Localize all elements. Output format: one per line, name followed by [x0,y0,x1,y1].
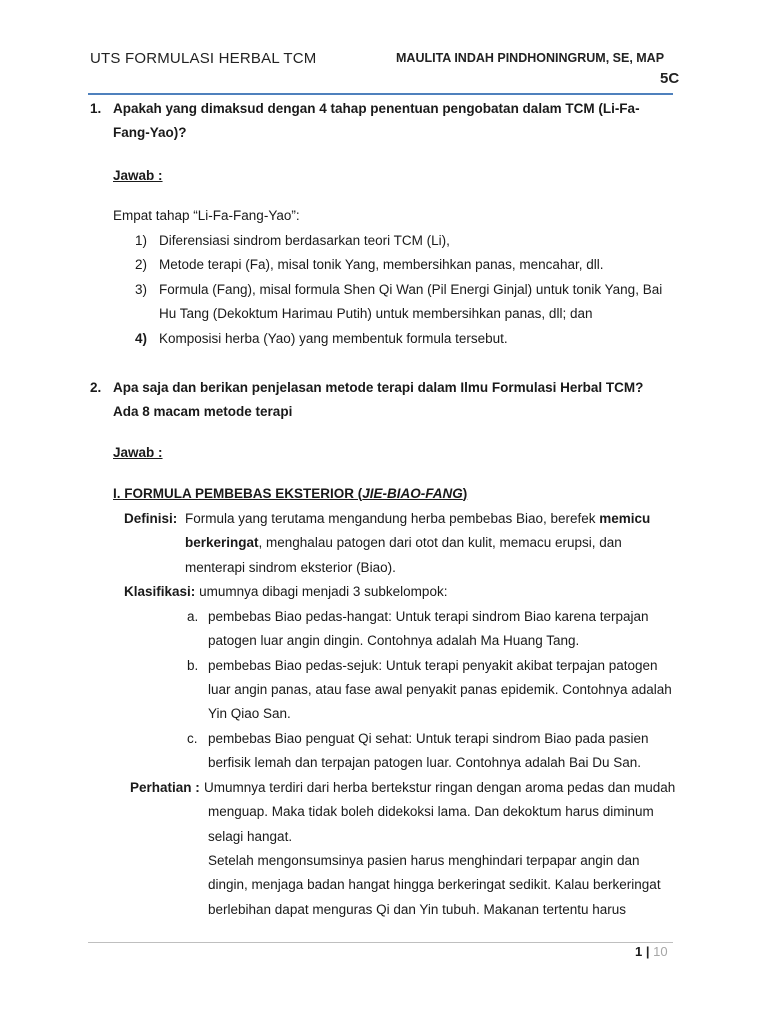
subitem-text: luar angin panas, atau fase awal penyakit panas epidemik. Contohnya adalah [208,682,672,697]
q2-question-line2: Ada 8 macam metode terapi [113,404,293,419]
definisi-text: Formula yang terutama mengandung herba pembebas Biao, berefek [185,511,600,526]
perhatian-label: Perhatian : [130,780,200,795]
author-name: MAULITA INDAH PINDHONINGRUM, SE, MAP [396,51,665,65]
class-label: 5C [660,70,680,87]
perhatian-line: selagi hangat. [208,829,293,844]
q1-item-num: 3) [135,282,148,297]
subitem-letter: c. [187,731,198,746]
perhatian-line: berlebihan dapat menguras Qi dan Yin tubuh. Makanan tertentu harus [208,902,627,917]
subitem-letter: a. [187,609,199,624]
definisi-emphasis: berkeringat [185,535,259,550]
page-total: 10 [653,944,668,959]
klasifikasi-label: Klasifikasi: [124,584,196,599]
perhatian-line: Setelah mengonsumsinya pasien harus menghindari terpapar angin dan [208,853,640,868]
subitem-text: berfisik lemah dan terpajan patogen luar. Contohnya adalah Bai Du San. [208,755,642,770]
section-title [113,482,467,507]
subitem-letter: b. [187,658,199,673]
q1-item-num: 1) [135,233,148,248]
q1-question-line2: Fang-Yao)? [113,125,187,140]
q1-item-text: Komposisi herba (Yao) yang membentuk formula tersebut. [159,331,508,346]
q2-answer-label: Jawab : [113,445,163,460]
q1-item-num: 4) [135,331,148,346]
q1-item-text: Formula (Fang), misal formula Shen Qi Wan (Pil Energi Ginjal) untuk tonik Yang, Bai [159,282,663,297]
definisi-line [185,507,679,532]
header-rule [88,93,673,95]
q1-number: 1. [90,101,102,116]
subitem-text: pembebas Biao pedas-hangat: Untuk terapi sindrom Biao karena terpajan [208,609,649,624]
q1-item-num: 2) [135,257,148,272]
page-number [635,944,668,959]
perhatian-line: Umumnya terdiri dari herba bertekstur ringan dengan aroma pedas dan mudah [204,780,676,795]
q1-item-text: Diferensiasi sindrom berdasarkan teori TCM (Li), [159,233,450,248]
section-title-text: I. FORMULA PEMBEBAS EKSTERIOR ( [113,486,363,501]
q1-question-line1: Apakah yang dimaksud dengan 4 tahap penentuan pengobatan dalam TCM (Li-Fa- [113,101,640,116]
definisi-line [185,531,679,556]
q1-answer-label: Jawab : [113,168,163,183]
subitem-text: pembebas Biao penguat Qi sehat: Untuk terapi sindrom Biao pada pasien [208,731,649,746]
subitem-text: pembebas Biao pedas-sejuk: Untuk terapi penyakit akibat terpajan patogen [208,658,658,673]
q2-question-line1: Apa saja dan berikan penjelasan metode terapi dalam Ilmu Formulasi Herbal TCM? [113,380,644,395]
q2-number: 2. [90,380,102,395]
q1-item-text: Metode terapi (Fa), misal tonik Yang, membersihkan panas, mencahar, dll. [159,257,604,272]
definisi-label: Definisi: [124,511,178,526]
definisi-line: menterapi sindrom eksterior (Biao). [185,560,396,575]
footer-rule [88,942,673,943]
page-current: 1 [635,944,643,959]
subitem-text: patogen luar angin dingin. Contohnya adalah Ma Huang Tang. [208,633,580,648]
section-title-italic: JIE-BIAO-FANG [362,486,463,501]
definisi-text: , menghalau patogen dari otot dan kulit, memacu erupsi, dan [258,535,622,550]
klasifikasi-text: umumnya dibagi menjadi 3 subkelompok: [199,584,448,599]
subitem-text: Yin Qiao San. [208,706,291,721]
q1-intro: Empat tahap “Li-Fa-Fang-Yao”: [113,208,300,223]
perhatian-line: menguap. Maka tidak boleh didekoksi lama. Dan dekoktum harus diminum [208,804,654,819]
definisi-emphasis: memicu [599,511,651,526]
page-separator: | [645,944,650,959]
klasifikasi-line [124,580,447,605]
q1-item-text: Hu Tang (Dekoktum Harimau Putih) untuk membersihkan panas, dll; dan [159,306,593,321]
section-title-close: ) [462,486,468,501]
document-title: UTS FORMULASI HERBAL TCM [90,50,317,67]
perhatian-line: dingin, menjaga badan hangat hingga berkeringat sedikit. Kalau berkeringat [208,877,661,892]
